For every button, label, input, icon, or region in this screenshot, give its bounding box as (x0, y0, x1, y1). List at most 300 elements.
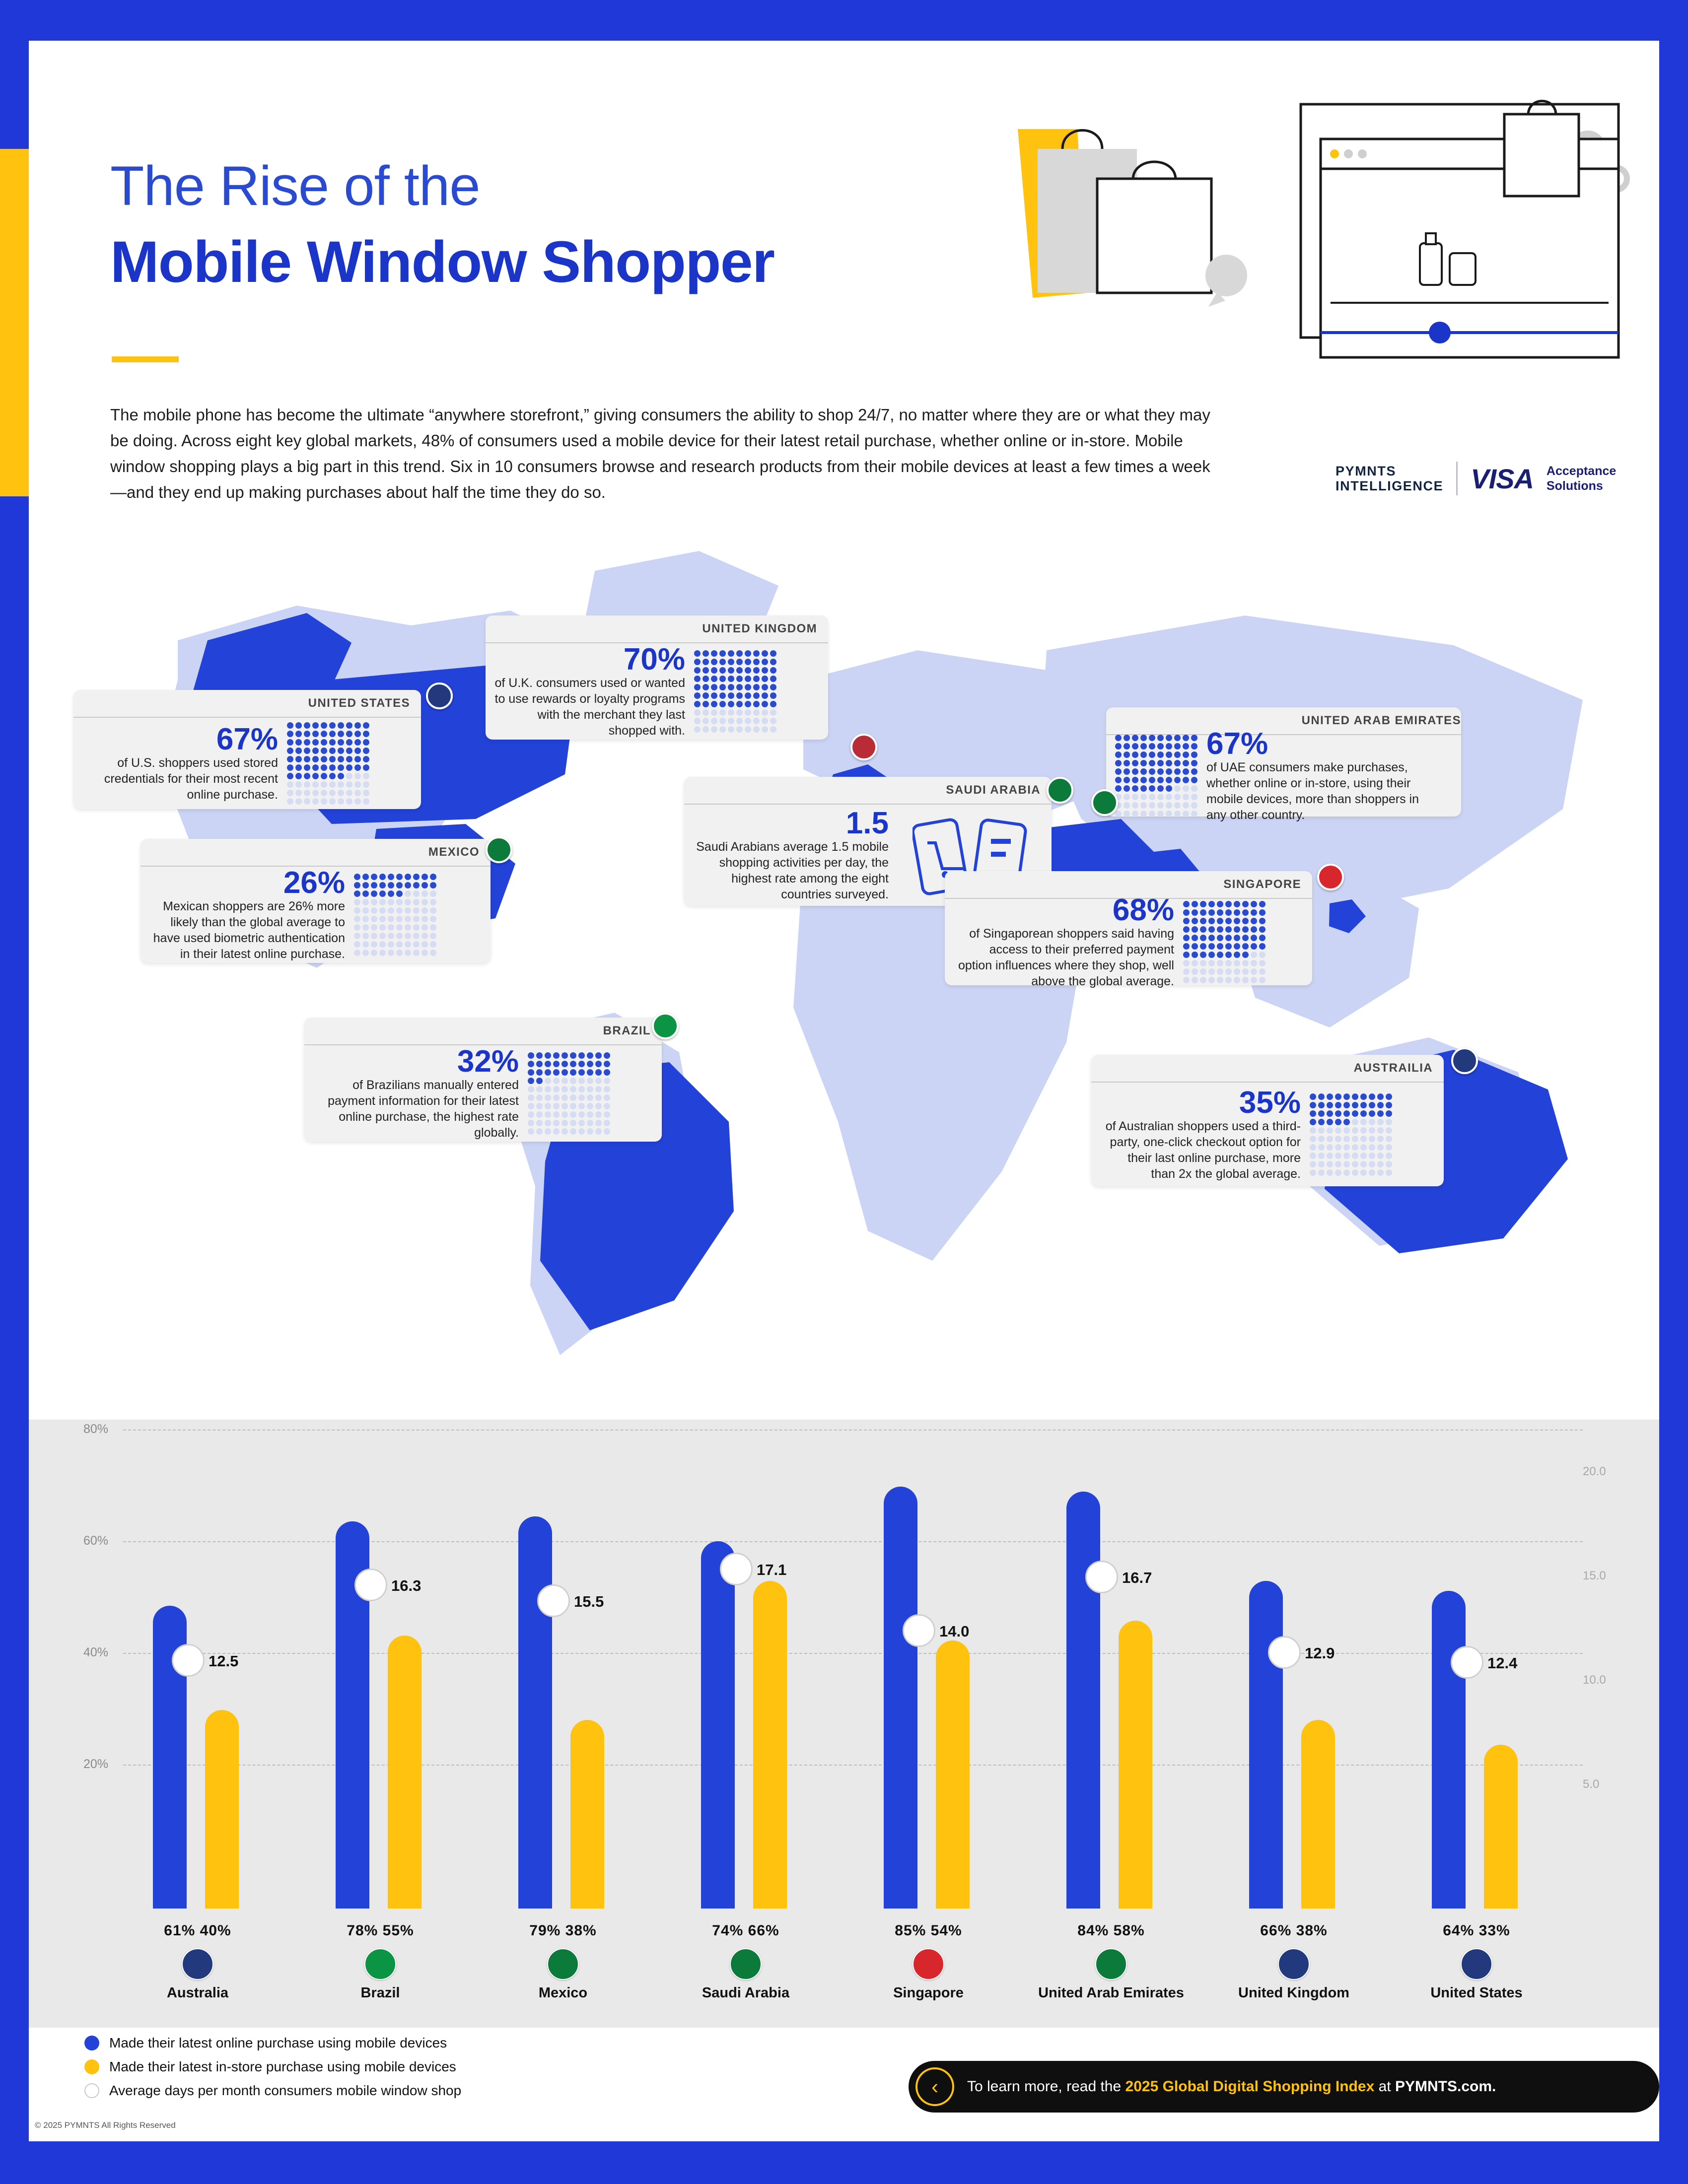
marker-windowshop-united-kingdom (1268, 1636, 1301, 1669)
callout-singapore (945, 871, 1312, 988)
dot (1343, 1110, 1350, 1117)
dot (287, 756, 293, 762)
dot (728, 726, 734, 733)
dot (329, 798, 336, 805)
dot (1149, 743, 1155, 750)
dot (1377, 1169, 1384, 1176)
dot (1335, 1136, 1341, 1142)
dot (1132, 743, 1138, 750)
dot (1251, 960, 1257, 966)
dot (1115, 785, 1122, 792)
dot (528, 1120, 534, 1126)
dot (1310, 1119, 1316, 1125)
dot (371, 907, 377, 914)
dot (422, 899, 428, 905)
dot (371, 933, 377, 939)
dot (405, 882, 411, 888)
dot (346, 748, 352, 754)
dot (1191, 760, 1197, 766)
dot (1259, 909, 1266, 916)
dot (753, 726, 760, 733)
dot (1174, 768, 1181, 775)
dot (1318, 1161, 1325, 1167)
bar-instore-mexico (570, 1720, 604, 1909)
dot (1183, 935, 1190, 941)
axis-item-singapore (824, 1922, 1033, 2001)
dot (1343, 1136, 1350, 1142)
dot (1369, 1153, 1375, 1159)
dot (405, 899, 411, 905)
dot (1157, 735, 1164, 741)
dot (1335, 1102, 1341, 1108)
dot (1183, 743, 1189, 750)
dot (1192, 977, 1198, 983)
axis-percentages: 79% 38% (529, 1922, 597, 1939)
acceptance-line1: Acceptance (1546, 464, 1617, 478)
dot (295, 748, 302, 754)
dot (1310, 1161, 1316, 1167)
dot (1124, 751, 1130, 758)
callout-mexico (141, 839, 491, 963)
dot (346, 764, 352, 771)
dot (1115, 735, 1122, 741)
dot (295, 739, 302, 746)
dot (770, 676, 776, 682)
dot (1234, 952, 1240, 958)
legend-label-instore: Made their latest in-store purchase using mobile devices (109, 2059, 456, 2074)
dot (562, 1111, 568, 1118)
marker-windowshop-saudi-arabia (720, 1553, 753, 1585)
dot (1377, 1127, 1384, 1134)
dot (694, 709, 701, 716)
dot (1369, 1119, 1375, 1125)
dot (578, 1078, 585, 1084)
dot (1183, 977, 1190, 983)
bar-instore-united-arab-emirates (1119, 1621, 1152, 1909)
dot (1183, 943, 1190, 950)
dot (1140, 811, 1147, 817)
dot (329, 773, 336, 779)
dot (363, 781, 369, 788)
chart-legend (84, 2035, 461, 2107)
dot (362, 907, 369, 914)
dot (430, 890, 436, 897)
footer-report-link[interactable]: 2025 Global Digital Shopping Index (1125, 2078, 1375, 2095)
dot (728, 667, 734, 674)
bar-group (884, 1462, 1013, 1909)
dot (1124, 760, 1130, 766)
dot (1166, 768, 1172, 775)
dot (1318, 1169, 1325, 1176)
dot (388, 950, 394, 956)
dot (562, 1078, 568, 1084)
dot (430, 899, 436, 905)
dot (545, 1103, 551, 1109)
flag-pin-mexico (486, 836, 512, 863)
dot (595, 1128, 602, 1135)
dot (1327, 1153, 1333, 1159)
dot (321, 739, 327, 746)
dot (1251, 926, 1257, 933)
dot (396, 899, 403, 905)
dot (1140, 777, 1147, 783)
chevron-left-icon[interactable]: ‹ (915, 2067, 954, 2106)
dot (703, 650, 709, 657)
callout-text-australia: of Australian shoppers used a third-party, one-click checkout option for their last online purchase, more than 2x the global average. (1105, 1119, 1301, 1181)
dot (354, 731, 361, 737)
marker-label-brazil: 16.3 (391, 1577, 422, 1594)
brand-divider (1456, 462, 1458, 495)
dot (329, 722, 336, 729)
dot (719, 692, 726, 699)
dot (354, 739, 361, 746)
dot (553, 1078, 560, 1084)
dot (745, 726, 751, 733)
dot (379, 907, 386, 914)
dot (363, 731, 369, 737)
pymnts-line1: PYMNTS (1336, 463, 1397, 478)
dot (304, 764, 310, 771)
dot (745, 667, 751, 674)
dot (719, 667, 726, 674)
dot (354, 756, 361, 762)
dot (1149, 794, 1155, 800)
dot (1183, 901, 1190, 907)
dot (1386, 1136, 1392, 1142)
dot (578, 1128, 585, 1135)
dot (719, 650, 726, 657)
dot (354, 933, 360, 939)
dot (1149, 811, 1155, 817)
dot (354, 781, 361, 788)
dot (1242, 968, 1249, 975)
dot (703, 709, 709, 716)
dot (570, 1128, 576, 1135)
dot (719, 709, 726, 716)
dot (719, 659, 726, 665)
callout-text-singapore: of Singaporean shoppers said having access to their preferred payment option influences where they shop, well above the global average. (958, 927, 1174, 988)
dot (363, 748, 369, 754)
dot (1369, 1110, 1375, 1117)
dot (371, 899, 377, 905)
dot (553, 1069, 560, 1076)
dot (694, 718, 701, 724)
marker-label-united-states: 12.4 (1487, 1654, 1518, 1672)
dot (363, 722, 369, 729)
flag-icon-australia (182, 1948, 213, 1980)
axis-country-name: United States (1430, 1985, 1523, 2001)
dot (1251, 935, 1257, 941)
dot (562, 1103, 568, 1109)
yellow-accent-bar (0, 149, 29, 496)
dot (430, 874, 436, 880)
dot (694, 701, 701, 707)
dot (1335, 1153, 1341, 1159)
dot (1149, 777, 1155, 783)
legend-swatch-instore (84, 2059, 99, 2074)
dot (379, 899, 386, 905)
flag-pin-united-kingdom (850, 734, 877, 760)
dot (1140, 751, 1147, 758)
dot (422, 907, 428, 914)
dot (1386, 1144, 1392, 1151)
dot (762, 692, 768, 699)
dot (753, 709, 760, 716)
dot (736, 659, 743, 665)
dot (1191, 811, 1197, 817)
dot (1327, 1119, 1333, 1125)
dot-grid-mexico (354, 867, 436, 963)
dot (1386, 1110, 1392, 1117)
callout-united-kingdom (486, 615, 828, 740)
dot (329, 748, 336, 754)
dot (1140, 785, 1147, 792)
dot (528, 1086, 534, 1092)
dot (1191, 802, 1197, 809)
dot (329, 781, 336, 788)
dot (1225, 909, 1232, 916)
dot (362, 882, 369, 888)
dot (1310, 1110, 1316, 1117)
dot (545, 1128, 551, 1135)
dot (1242, 909, 1249, 916)
dot (711, 650, 717, 657)
dot (753, 718, 760, 724)
dot (595, 1094, 602, 1101)
bar-group (701, 1462, 830, 1909)
bar-online-united-states (1432, 1591, 1466, 1909)
flag-pin-saudi-arabia (1047, 777, 1073, 804)
dot (736, 692, 743, 699)
dot (1217, 901, 1223, 907)
dot (1208, 926, 1215, 933)
dot (753, 659, 760, 665)
dot (354, 916, 360, 922)
flag-icon-united-states (1461, 1948, 1492, 1980)
dot (1318, 1127, 1325, 1134)
dot (1149, 802, 1155, 809)
dot (1200, 977, 1206, 983)
dot (354, 790, 361, 796)
bar-online-saudi-arabia (701, 1541, 735, 1909)
dot (405, 874, 411, 880)
dot (1208, 909, 1215, 916)
callout-country-australia: AUSTRAILIA (1091, 1055, 1444, 1083)
dot (1217, 918, 1223, 924)
dot (1183, 735, 1189, 741)
dot (711, 659, 717, 665)
dot (1310, 1093, 1316, 1100)
dot (570, 1078, 576, 1084)
dot (1377, 1144, 1384, 1151)
dot (1310, 1153, 1316, 1159)
dot (728, 659, 734, 665)
dot (371, 874, 377, 880)
dot (363, 798, 369, 805)
dot (1183, 768, 1189, 775)
dot (1234, 926, 1240, 933)
dot (736, 726, 743, 733)
dot (321, 790, 327, 796)
dot (711, 684, 717, 690)
dot (338, 781, 344, 788)
learn-more-bar[interactable] (909, 2061, 1659, 2113)
dot (1352, 1161, 1358, 1167)
dot (379, 882, 386, 888)
dot (354, 874, 360, 880)
dot (413, 874, 420, 880)
footer-site[interactable]: PYMNTS.com. (1395, 2078, 1496, 2095)
acceptance-line2: Solutions (1546, 479, 1603, 493)
dot (1335, 1161, 1341, 1167)
dot (1183, 952, 1190, 958)
dot (1166, 794, 1172, 800)
hero-illustration (1003, 84, 1633, 382)
dot (1318, 1136, 1325, 1142)
marker-windowshop-australia (172, 1644, 205, 1677)
legend-label-windowshop: Average days per month consumers mobile window shop (109, 2083, 462, 2098)
dot (536, 1078, 543, 1084)
dot (1242, 977, 1249, 983)
dot (1343, 1119, 1350, 1125)
dot (604, 1128, 610, 1135)
dot (703, 701, 709, 707)
dot (422, 941, 428, 948)
dot (1352, 1144, 1358, 1151)
dot (379, 941, 386, 948)
dot (304, 722, 310, 729)
dot (295, 773, 302, 779)
dot (1343, 1144, 1350, 1151)
dot (1360, 1169, 1367, 1176)
dot (1386, 1119, 1392, 1125)
legend-swatch-online (84, 2036, 99, 2050)
dot (379, 890, 386, 897)
callout-stat-uae: 67% (1206, 727, 1268, 761)
dot (287, 731, 293, 737)
dot (321, 756, 327, 762)
dot (753, 701, 760, 707)
bar-instore-brazil (388, 1636, 422, 1909)
dot (362, 899, 369, 905)
dot (346, 739, 352, 746)
marker-windowshop-mexico (537, 1584, 570, 1617)
dot (753, 650, 760, 657)
dot (1124, 768, 1130, 775)
dot (604, 1086, 610, 1092)
axis-percentages: 85% 54% (895, 1922, 962, 1939)
dot (719, 718, 726, 724)
dot (1115, 811, 1122, 817)
dot (578, 1086, 585, 1092)
dot (396, 933, 403, 939)
dot (1183, 918, 1190, 924)
dot (553, 1120, 560, 1126)
dot (711, 701, 717, 707)
callout-stat-singapore: 68% (1112, 893, 1174, 927)
dot (1174, 785, 1181, 792)
dot (1343, 1161, 1350, 1167)
dot (753, 667, 760, 674)
dot (430, 924, 436, 931)
learn-more-text (967, 2078, 1496, 2095)
dot (1251, 918, 1257, 924)
dot (762, 701, 768, 707)
flag-pin-uae (1091, 789, 1118, 816)
dot (587, 1052, 593, 1059)
dot (295, 790, 302, 796)
dot (422, 890, 428, 897)
dot (413, 950, 420, 956)
dot (753, 684, 760, 690)
dot (1377, 1102, 1384, 1108)
intro-paragraph: The mobile phone has become the ultimate “anywhere storefront,” giving consumers the ability to shop 24/7, no matter where they are or what they may be doing. Across eight key global markets, 48% of consumers used a mobile device for their latest retail purchase, whether online or in-store. Mobile window shopping plays a big part in this trend. Six in 10 consumers browse and research products from their mobile devices at least a few times a week—and they end up making purchases about half the time they do so. (110, 406, 1210, 502)
dot (321, 731, 327, 737)
dot (363, 764, 369, 771)
dot (1327, 1144, 1333, 1151)
dot (1192, 909, 1198, 916)
dot (587, 1078, 593, 1084)
dot (287, 781, 293, 788)
dot (1183, 777, 1189, 783)
dot (1217, 960, 1223, 966)
dot (536, 1111, 543, 1118)
dot (1157, 768, 1164, 775)
dot (1132, 751, 1138, 758)
dot (703, 718, 709, 724)
dot (1335, 1110, 1341, 1117)
dot (371, 916, 377, 922)
dot (371, 882, 377, 888)
bar-online-united-kingdom (1249, 1581, 1283, 1909)
copyright-text: © 2025 PYMNTS All Rights Reserved (35, 2120, 176, 2130)
dot (578, 1094, 585, 1101)
legend-item-windowshop (84, 2083, 461, 2099)
dot (545, 1086, 551, 1092)
dot (346, 722, 352, 729)
dot (338, 756, 344, 762)
dot (1183, 751, 1189, 758)
dot (1352, 1110, 1358, 1117)
dot (388, 899, 394, 905)
dot (528, 1052, 534, 1059)
y-tick-left-0: 80% (83, 1422, 109, 1436)
dot (1183, 960, 1190, 966)
dot (1360, 1153, 1367, 1159)
footer-lead: To learn more, read the (967, 2078, 1125, 2095)
dot (363, 739, 369, 746)
dot (338, 764, 344, 771)
dot (1310, 1127, 1316, 1134)
dot-grid-brazil (528, 1045, 610, 1142)
dot (430, 933, 436, 939)
dot (1225, 977, 1232, 983)
dot (770, 726, 776, 733)
dot (379, 916, 386, 922)
dot (1157, 794, 1164, 800)
dot (1124, 785, 1130, 792)
dot (1259, 952, 1266, 958)
dot-grid-united-states (287, 718, 369, 809)
dot (304, 790, 310, 796)
dot (587, 1086, 593, 1092)
dot (595, 1120, 602, 1126)
dot (587, 1094, 593, 1101)
dot (287, 773, 293, 779)
dot (371, 941, 377, 948)
bar-group (518, 1462, 647, 1909)
dot (295, 722, 302, 729)
